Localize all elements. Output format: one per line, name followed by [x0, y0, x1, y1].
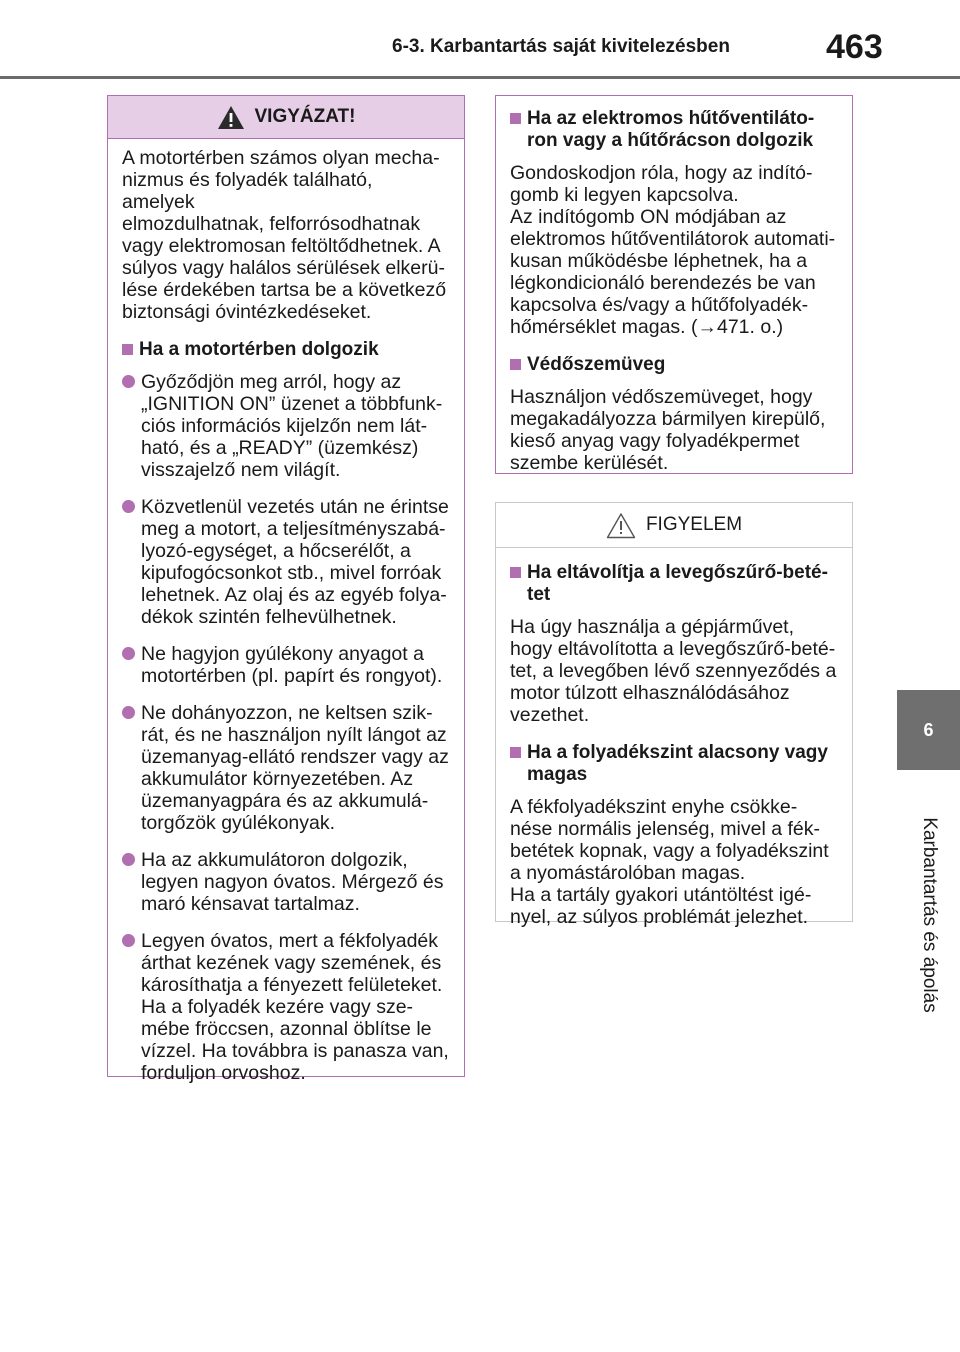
list-item: Ha az akkumulátoron dolgozik, legyen nagyon óvatos. Mérgező és maró kénsavat tartalmaz. [122, 849, 450, 915]
chapter-tab [897, 690, 960, 770]
header-rule [0, 76, 960, 79]
warning-box [107, 95, 465, 1084]
square-bullet-icon [510, 359, 521, 370]
section-heading: Ha eltávolítja a levegőszűrő-beté- tet [510, 562, 838, 606]
round-bullet-icon [122, 934, 135, 947]
square-bullet-icon [510, 113, 521, 124]
warning-box-continued [495, 95, 853, 474]
list-item: Közvetlenül vezetés után ne érintse meg a motort, a teljesítményszabá- lyozó-egységet, a hőcserélőt, a kipufogócsonkot stb., mivel forróak lehetnek. Az olaj és az egyéb folya- dékok szintén felhevülhetnek. [122, 496, 450, 628]
chapter-number: 6 [923, 719, 934, 740]
notice-box-title: FIGYELEM [645, 514, 743, 535]
round-bullet-icon [122, 853, 135, 866]
page-number: 463 [826, 28, 883, 66]
list-item: Ne hagyjon gyúlékony anyagot a motortérben (pl. papírt és rongyot). [122, 643, 450, 687]
list-item: Ne dohányozzon, ne keltsen szik- rát, és ne használjon nyílt lángot az üzemanyag-ellátó rendszer vagy az akkumulátor környezetében. Az üzemanyagpára és az akkumulá- torgőzök gyúlékonyak. [122, 702, 450, 834]
list-item: Győződjön meg arról, hogy az „IGNITION ON” üzenet a többfunk- ciós információs kijelzőn nem lát- ható, és a „READY” (üzemkész) visszajelző nem világít. [122, 371, 450, 481]
warning-box-header [108, 96, 464, 139]
round-bullet-icon [122, 375, 135, 388]
warning-triangle-outline-icon [606, 512, 636, 539]
list-item: Legyen óvatos, mert a fékfolyadék árthat kezének vagy szemének, és károsíthatja a fényezett felületeket. Ha a folyadék kezére vagy sze- mébe fröccsen, azonnal öblítse le vízzel. Ha továbbra is panasza van, forduljon orvoshoz. [122, 930, 450, 1084]
notice-box-header [496, 503, 852, 548]
section-heading: Védőszemüveg [510, 354, 838, 376]
section-title: 6-3. Karbantartás saját kivitelezésben [392, 36, 730, 57]
section-text: Ha úgy használja a gépjárművet, hogy eltávolította a levegőszűrő-beté- tet, a levegőben lévő szennyeződés a motor túlzott elhasználódásához vezethet. [510, 616, 837, 726]
section-text: Használjon védőszemüveget, hogy megakadályozza bármilyen kirepülő, kieső anyag vagy folyadékpermet szembe kerülését. [510, 386, 826, 474]
section-heading: Ha a motortérben dolgozik [122, 339, 450, 361]
round-bullet-icon [122, 647, 135, 660]
warning-box-title: VIGYÁZAT! [254, 106, 356, 127]
section-text: Gondoskodjon róla, hogy az indító- gomb ki legyen kapcsolva. Az indítógomb ON módjában az elektromos hűtőventilátorok automati- kusan működésbe léphetnek, ha a légkondicionáló berendezés be van kapcsolva és/vagy a hűtőfolyadék- hőmérséklet magas. (→471. o.) [510, 162, 836, 338]
section-heading: Ha a folyadékszint alacsony vagy magas [510, 742, 838, 786]
chapter-label: Karbantartás és ápolás [919, 817, 940, 1013]
square-bullet-icon [510, 747, 521, 758]
section-heading: Ha az elektromos hűtőventiláto- ron vagy a hűtőrácson dolgozik [510, 108, 838, 152]
section-text: A fékfolyadékszint enyhe csökke- nése normális jelenség, mivel a fék- betétek kopnak, vagy a folyadékszint a nyomástárolóban magas. Ha a tartály gyakori utántöltést igé- nyel, az súlyos problémát jelezhet. [510, 796, 829, 928]
warning-triangle-icon [217, 105, 245, 130]
round-bullet-icon [122, 500, 135, 513]
round-bullet-icon [122, 706, 135, 719]
warning-intro: A motortérben számos olyan mecha- nizmus és folyadék található, amelyek elmozdulhatnak, felforrósodhatnak vagy elektromosan feltöltődhetnek. A súlyos vagy halálos sérülések elkerü- lése érdekében tartsa be a következő biztonsági óvintézkedéseket. [122, 147, 447, 323]
square-bullet-icon [122, 344, 133, 355]
square-bullet-icon [510, 567, 521, 578]
notice-box [495, 502, 853, 928]
